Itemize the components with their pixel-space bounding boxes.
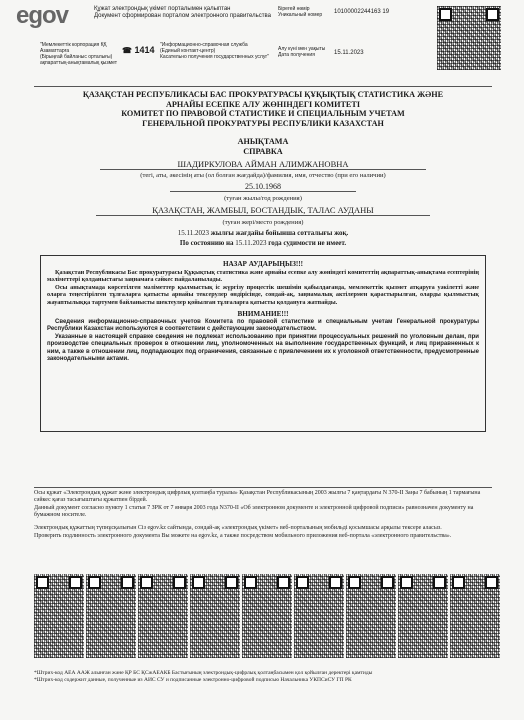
footer-ru: *Штрих-код содержит данные, полученные из АИС СУ и подписанные электронно-цифровой подписью Начальника УКПСиСУ ГП РК xyxy=(34,677,352,683)
phone-number xyxy=(122,45,155,55)
legal-kz-2: Электрондық құжаттың түпнұсқалығын Сіз egov.kz сайтында, сондай-ақ «электрондық үкімет» веб-порталының мобильді қосымшасы арқылы тексере аласыз. xyxy=(34,525,442,531)
barcode-2 xyxy=(86,574,136,658)
birth-date-caption: (туған жылы/год рождения) xyxy=(224,195,302,202)
birth-date-value: 25.10.1968 xyxy=(170,182,356,192)
barcode-1 xyxy=(34,574,84,658)
date-label-2: Дата получения xyxy=(278,52,315,58)
footer-notes xyxy=(34,670,494,684)
portal-caption-ru: Документ сформирован порталом электронного правительства xyxy=(94,13,272,19)
authority-line-3: КОМИТЕТ ПО ПРАВОВОЙ СТАТИСТИКЕ И СПЕЦИАЛЬНЫМ УЧЕТАМ xyxy=(121,109,405,118)
footer-kz: *Штрих-код АЕА ААЖ алынған және ҚР БС ҚСжАЕАКБ Бастығының электрондық-цифрлық қолтаңбасымен қол қойылған деректері қамтиды xyxy=(34,670,373,676)
date-label-1: Алу күні мен уақыты xyxy=(278,46,326,52)
result-ru-prefix: По состоянию на xyxy=(179,239,234,247)
portal-caption xyxy=(94,6,284,20)
contact-center-ru xyxy=(160,42,270,60)
info-text-3: Касательно получения государственных услуг" xyxy=(160,54,269,60)
contact-center-kz xyxy=(40,42,120,66)
result-ru-text: года судимости не имеет. xyxy=(268,239,347,247)
notice-kz-p1: Қазақстан Республикасы Бас прокуратурасы Құқықтық статистика және арнайы есепке алу жөніндегі комитеттің ақпараттық-анықтама есептерінің мәліметтері қолданыстағы заңнамаға сәйкес пайдаланылады. xyxy=(47,269,479,284)
notice-ru-p1: Сведения информационно-справочных учетов Комитета по правовой статистике и специальным учетам Генеральной прокуратуры Республики Казахстан используются в соответствии с действующим законодательством. xyxy=(47,319,479,333)
doc-no-label-2: Уникальный номер xyxy=(278,12,323,18)
notice-box xyxy=(40,255,486,432)
birth-date xyxy=(170,182,356,192)
person-name xyxy=(100,159,426,170)
legal-block xyxy=(34,490,494,540)
person-name-caption: (тегі, аты, әкесінің аты (ол болған жағдайда)/фамилия, имя, отчество (при его наличии) xyxy=(140,172,386,179)
doc-number-block xyxy=(278,6,408,18)
portal-caption-kz: Құжат электрондық үкімет порталымен қалыптан xyxy=(94,6,231,12)
authority-line-1: ҚАЗАҚСТАН РЕСПУБЛИКАСЫ БАС ПРОКУРАТУРАСЫ ҚҰҚЫҚТЫҚ СТАТИСТИКА ЖӘНЕ xyxy=(82,90,444,99)
authority-block xyxy=(30,90,496,128)
birth-place xyxy=(96,205,430,216)
person-name-value: ШАДИРКУЛОВА АЙМАН АЛИМЖАНОВНА xyxy=(100,159,426,170)
barcode-3 xyxy=(138,574,188,658)
title-ru: СПРАВКА xyxy=(243,146,283,156)
egov-logo-text: egov xyxy=(16,2,69,29)
info-text-2: (Единый контакт-центр) xyxy=(160,48,216,54)
phone-icon: ☎ xyxy=(122,46,132,55)
doc-no-value: 10100002244163 19 xyxy=(334,9,390,15)
title-kz: АНЫҚТАМА xyxy=(237,137,289,146)
barcode-8 xyxy=(398,574,448,658)
barcode-6 xyxy=(294,574,344,658)
cc-text-2: (Бірыңғай байланыс орталығы) xyxy=(40,54,113,60)
legal-kz-1: Осы құжат «Электрондық құжат және электрондық цифрлық қолтаңба туралы» Қазақстан Республикасының 2003 жылғы 7 қаңтардағы N 370-II Заңы 7 бабының 1 тармағына сәйкес қағаз тасығыштағы құжатпен бірдей. xyxy=(34,490,481,503)
document-title xyxy=(180,137,346,156)
cc-text-1: "Мемлекеттік корпорация ҚҚ Азаматтарға xyxy=(40,42,107,54)
authority-line-2: АРНАЙЫ ЕСЕПКЕ АЛУ ЖӨНІНДЕГІ КОМИТЕТІ xyxy=(165,99,361,109)
info-text-1: "Информационно-справочная служба xyxy=(160,42,248,48)
result-kz xyxy=(80,229,446,237)
qr-code-header xyxy=(437,6,501,70)
result-kz-text: жылғы жағдайы бойынша сотталығы жоқ. xyxy=(210,229,349,237)
legal-divider xyxy=(34,487,492,488)
barcode-7 xyxy=(346,574,396,658)
barcode-9 xyxy=(450,574,500,658)
doc-date-block xyxy=(278,46,408,58)
date-value: 15.11.2023 xyxy=(334,50,364,56)
egov-logo xyxy=(16,2,86,30)
result-ru xyxy=(80,239,446,247)
birth-place-value: ҚАЗАҚСТАН, ЖАМБЫЛ, БОСТАНДЫК, ТАЛАС АУДАНЫ xyxy=(96,205,430,216)
barcode-4 xyxy=(190,574,240,658)
notice-ru-title: ВНИМАНИЕ!!! xyxy=(237,310,289,319)
doc-no-label-1: Бірегей нөмір xyxy=(278,6,310,12)
authority-line-4: ГЕНЕРАЛЬНОЙ ПРОКУРАТУРЫ РЕСПУБЛИКИ КАЗАХСТАН xyxy=(142,118,384,128)
notice-kz-title: НАЗАР АУДАРЫҢЫЗ!!! xyxy=(222,260,304,268)
legal-ru-2: Проверить подлинность электронного документа Вы можете на egov.kz, а также посредством мобильного приложения веб-портала «электронного правительства». xyxy=(34,533,452,539)
barcode-5 xyxy=(242,574,292,658)
result-kz-date: 15.11.2023 xyxy=(177,229,209,237)
birth-place-caption: (туған жері/место рождения) xyxy=(222,219,304,226)
notice-ru-p2: Указанные в настоящей справке сведения не подлежат использованию при принятии процессуальных решений по уголовным делам, при производстве специальных проверок в отношении лиц, уполномоченных на выполнение государственных функций, и лиц приравненных к ним, а также в отношении лиц, подпадающих под ограничения, связанные с привлечением их к уголовной ответственности, предусмотренные законодательными актами. xyxy=(47,333,479,363)
notice-kz-p2: Осы анықтамада көрсетілген мәліметтер қылмыстық іс жүргізу процестік шешімін қабылдағанда, мемлекеттік қызмет атқаруға уәкілетті және оларға теңестірілген тұлғаларға қатысты арнайы тексерулер өндірісінде, сондай-ақ, заңнамалық актілермен қарастырылған, оларды қылмыстық жауаптылыққа тартумен байланысты шектеулер қойылған тұлғаларға қатысты қолдануға жатпайды. xyxy=(47,283,479,306)
cc-text-3: ақпараттық-анықтамалық қызмет xyxy=(40,60,117,66)
legal-ru-1: Данный документ согласно пункту 1 статьи 7 ЗРК от 7 января 2003 года N370-II «Об электронном документе и электронной цифровой подписи» равнозначен документу на бумажном носителе. xyxy=(34,505,474,518)
header-divider xyxy=(34,86,492,87)
phone-number-text: 1414 xyxy=(134,45,155,55)
result-ru-date: 15.11.2023 xyxy=(235,239,267,247)
